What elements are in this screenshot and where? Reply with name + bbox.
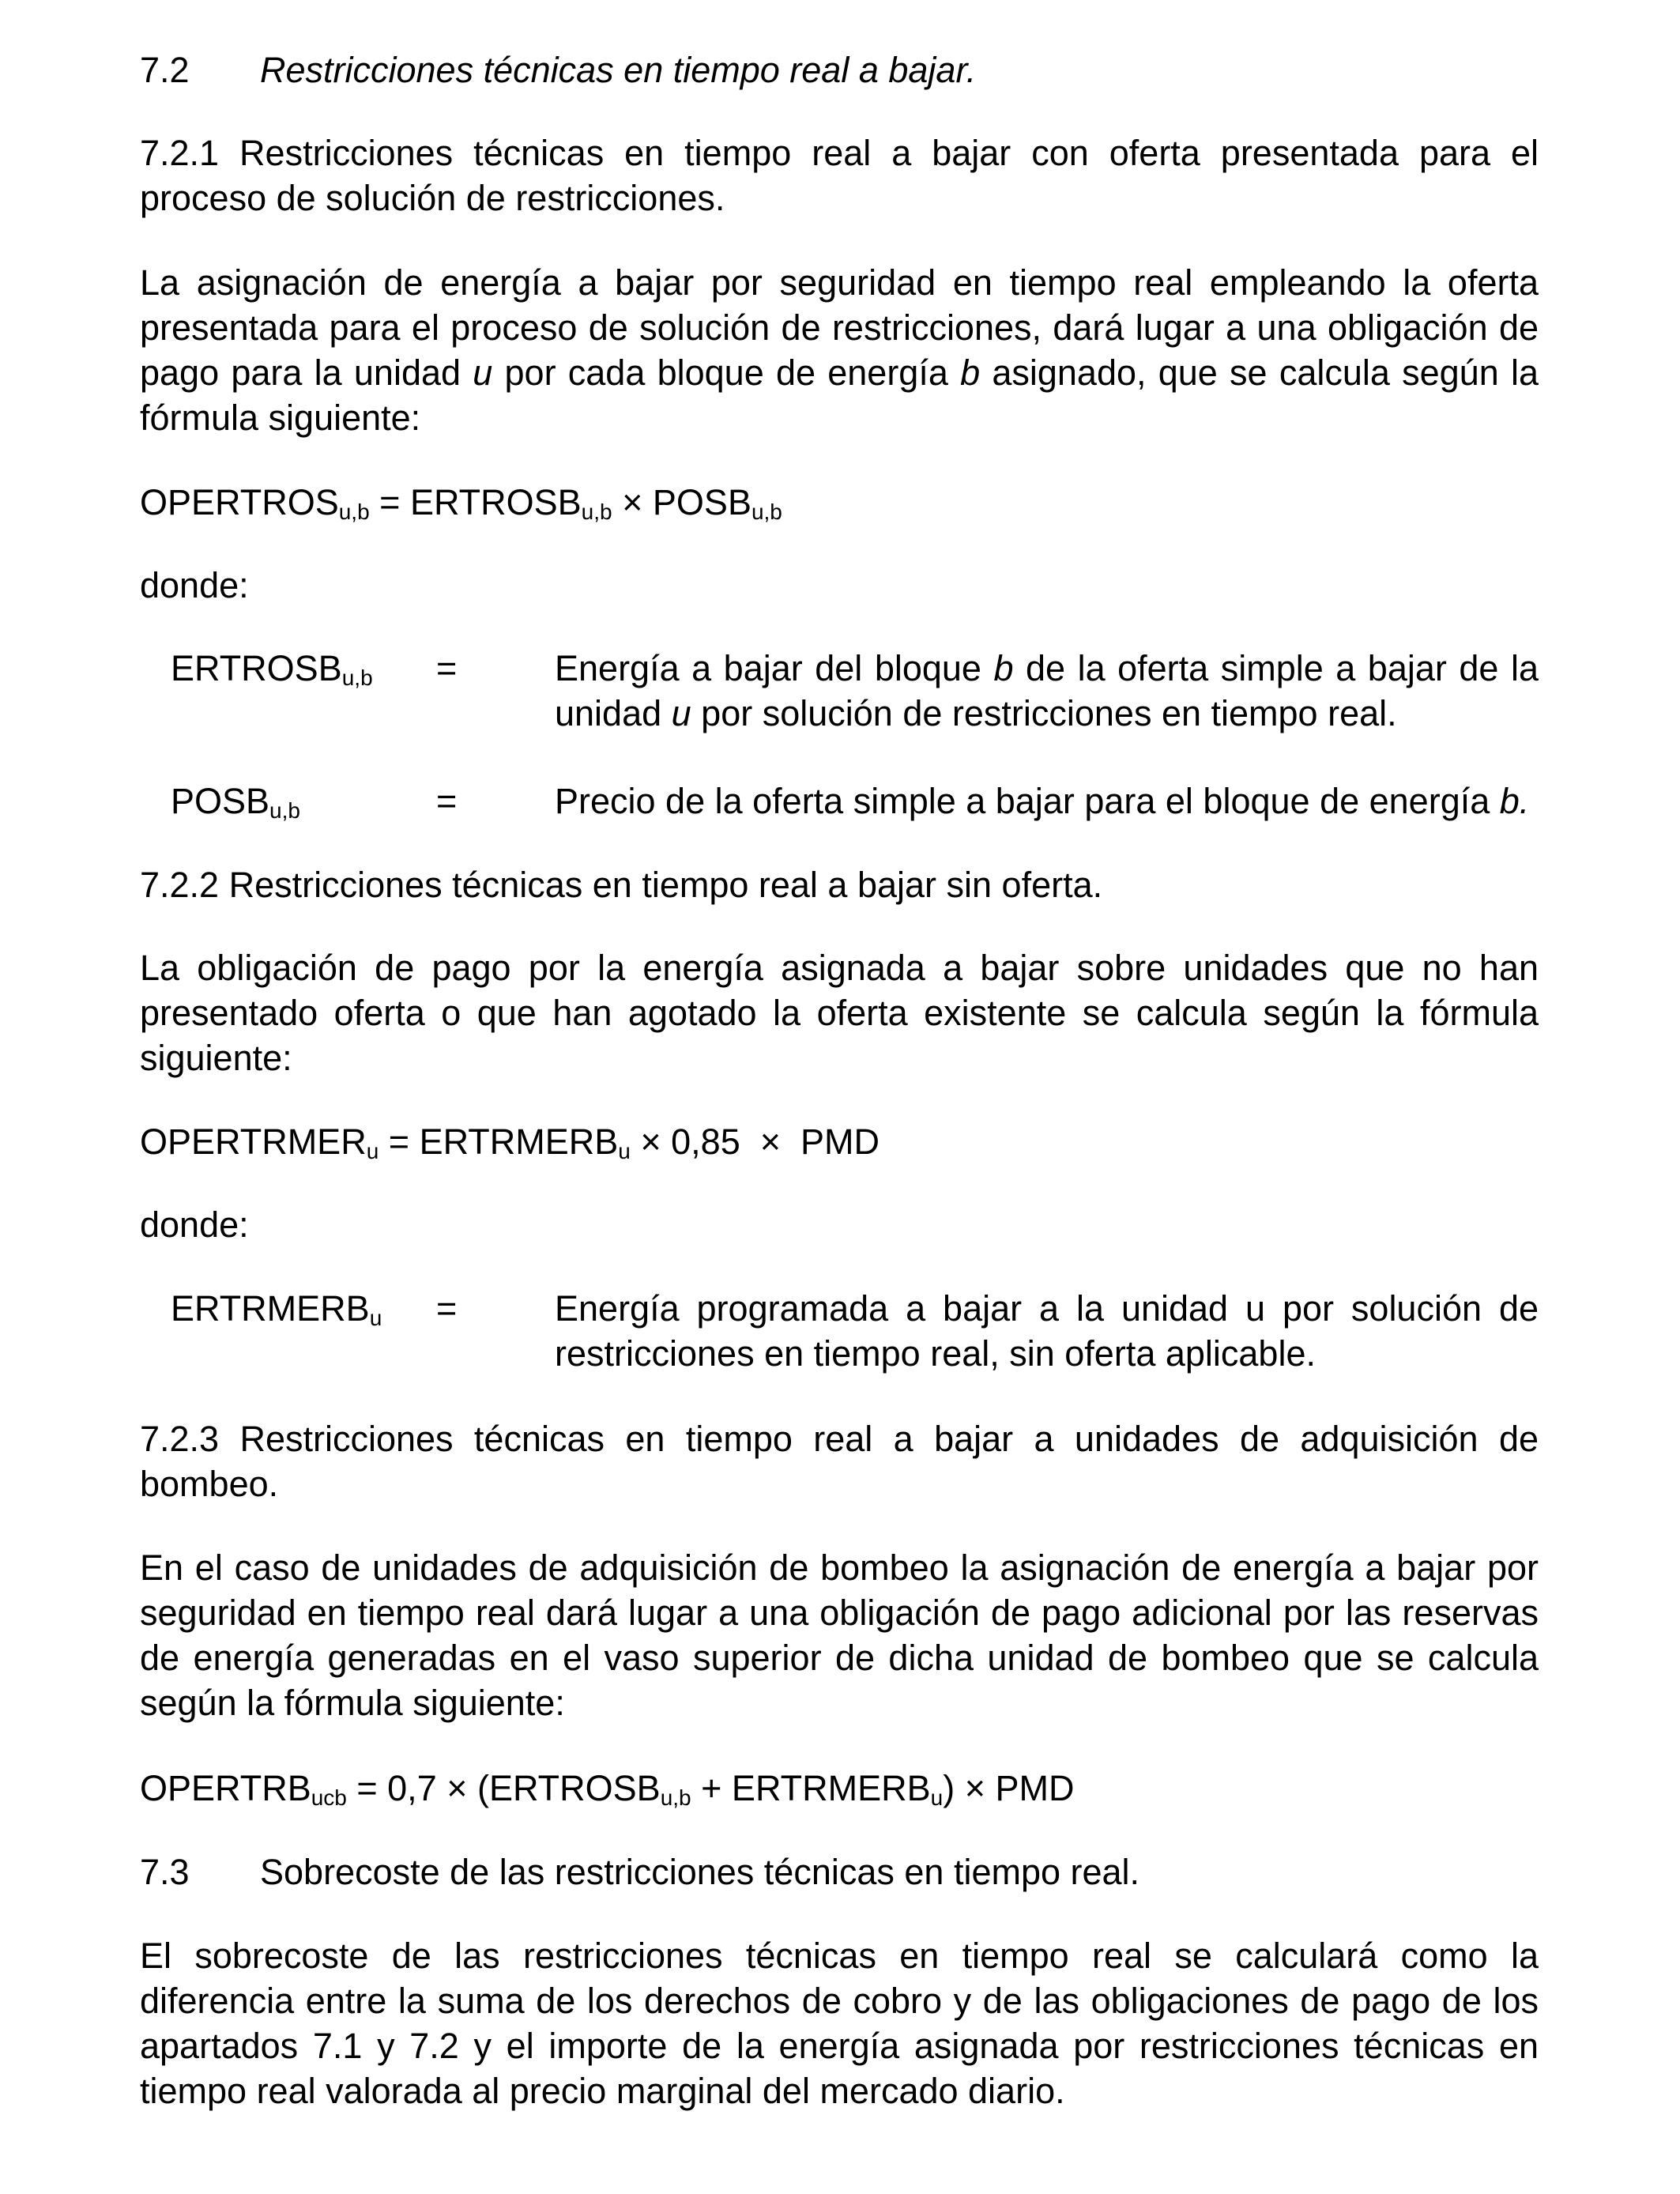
subscript: u,b <box>341 665 373 690</box>
text-run: por cada bloque de energía <box>492 352 961 393</box>
donde-label: donde: <box>140 1204 249 1245</box>
subscript: u,b <box>269 798 300 823</box>
formula-part: ) × PMD <box>943 1768 1075 1808</box>
variable-u: u <box>671 693 691 733</box>
equals-sign: = <box>369 482 410 522</box>
paragraph-sobrecoste: El sobrecoste de las restricciones técnicas en tiempo real se calculará como la diferencia entre la suma de los derechos de cobro y de las obligaciones de pago de los apartados 7.1 y 7.2 y el importe de la energía asignada por restricciones técnicas en tiempo real valorada al precio marginal del mercado diario. <box>140 1936 1539 2111</box>
text-run: por solución de restricciones en tiempo real. <box>691 693 1397 733</box>
paragraph-obligacion: La obligación de pago por la energía asignada a bajar sobre unidades que no han presentado oferta o que han agotado la oferta existente se calcula según la fórmula siguiente: <box>140 948 1539 1078</box>
text-run: asignado, que se calcula según la fórmula siguiente: <box>140 352 1539 438</box>
section-title: Sobrecoste de las restricciones técnicas en tiempo real. <box>260 1852 1140 1892</box>
formula-term: ERTROSB <box>409 482 582 522</box>
text-run: de la oferta simple a bajar de la unidad <box>555 648 1539 733</box>
section-7-2-1-heading: 7.2.1 Restricciones técnicas en tiempo real a bajar con oferta presentada para el proceso de solución de restricciones. <box>140 133 1539 218</box>
formula-term: POSB <box>652 482 751 522</box>
variable-b: b <box>960 352 981 393</box>
section-number: 7.3 <box>140 1852 190 1892</box>
subscript: u <box>366 1139 379 1163</box>
section-7-2-heading <box>140 47 1539 92</box>
variable-u: u <box>473 352 493 393</box>
equals-sign: = <box>379 1122 420 1162</box>
definition-description: Energía programada a bajar a la unidad u por solución de restricciones en tiempo real, sin oferta aplicable. <box>555 1288 1539 1374</box>
formula-lhs: OPERTRB <box>140 1768 311 1808</box>
variable-b: b <box>993 648 1014 688</box>
subscript: u,b <box>660 1785 691 1810</box>
times-sign: × <box>612 482 653 522</box>
definition-description <box>555 646 1539 736</box>
text-run: La asignación de energía a bajar por seguridad en tiempo real empleando la oferta presentada para el proceso de solución de restricciones, dará lugar a una obligación de pago para la unidad <box>140 262 1539 393</box>
text-run: Precio de la oferta simple a bajar para el bloque de energía <box>555 781 1500 821</box>
formula-part: = 0,7 × (ERTROSB <box>346 1768 661 1808</box>
section-title: Restricciones técnicas en tiempo real a bajar. <box>260 50 977 90</box>
definition-equals: = <box>436 1288 458 1329</box>
definition-equals: = <box>436 781 458 821</box>
subscript: u <box>369 1306 382 1330</box>
formula-lhs: OPERTRMER <box>140 1122 367 1162</box>
section-7-3-heading <box>140 1849 1539 1894</box>
paragraph-bombeo: En el caso de unidades de adquisición de bombeo la asignación de energía a bajar por seguridad en tiempo real dará lugar a una obligación de pago adicional por las reservas de energía generadas en el vaso superior de dicha unidad de bombeo que se calcula según la fórmula siguiente: <box>140 1547 1539 1723</box>
subscript: u <box>618 1139 631 1163</box>
donde-label: donde: <box>140 565 249 605</box>
formula-opertrmer <box>140 1119 1539 1164</box>
subscript: ucb <box>311 1785 347 1810</box>
subscript: u <box>930 1785 944 1810</box>
section-7-2-2-heading: 7.2.2 Restricciones técnicas en tiempo real a bajar sin oferta. <box>140 865 1103 905</box>
definition-term <box>171 778 300 824</box>
definition-equals: = <box>436 648 458 688</box>
text-run: Energía a bajar del bloque <box>555 648 994 688</box>
variable-b: b. <box>1499 781 1530 821</box>
subscript: u,b <box>338 499 370 524</box>
paragraph-asignacion <box>140 260 1539 440</box>
subscript: u,b <box>751 499 782 524</box>
section-7-2-3-heading: 7.2.3 Restricciones técnicas en tiempo real a bajar a unidades de adquisición de bombeo. <box>140 1419 1539 1504</box>
definition-description <box>555 778 1539 824</box>
formula-opertros <box>140 480 1539 525</box>
formula-rest: × 0,85 × PMD <box>630 1122 880 1162</box>
term-name: ERTRMERB <box>171 1288 370 1329</box>
subscript: u,b <box>581 499 612 524</box>
section-number: 7.2 <box>140 50 190 90</box>
formula-part: + ERTRMERB <box>691 1768 931 1808</box>
term-name: ERTROSB <box>171 648 342 688</box>
formula-opertrb <box>140 1766 1539 1811</box>
formula-lhs: OPERTROS <box>140 482 339 522</box>
definition-term <box>171 646 373 691</box>
term-name: POSB <box>171 781 270 821</box>
formula-term: ERTRMERB <box>419 1122 619 1162</box>
definition-term <box>171 1286 382 1331</box>
